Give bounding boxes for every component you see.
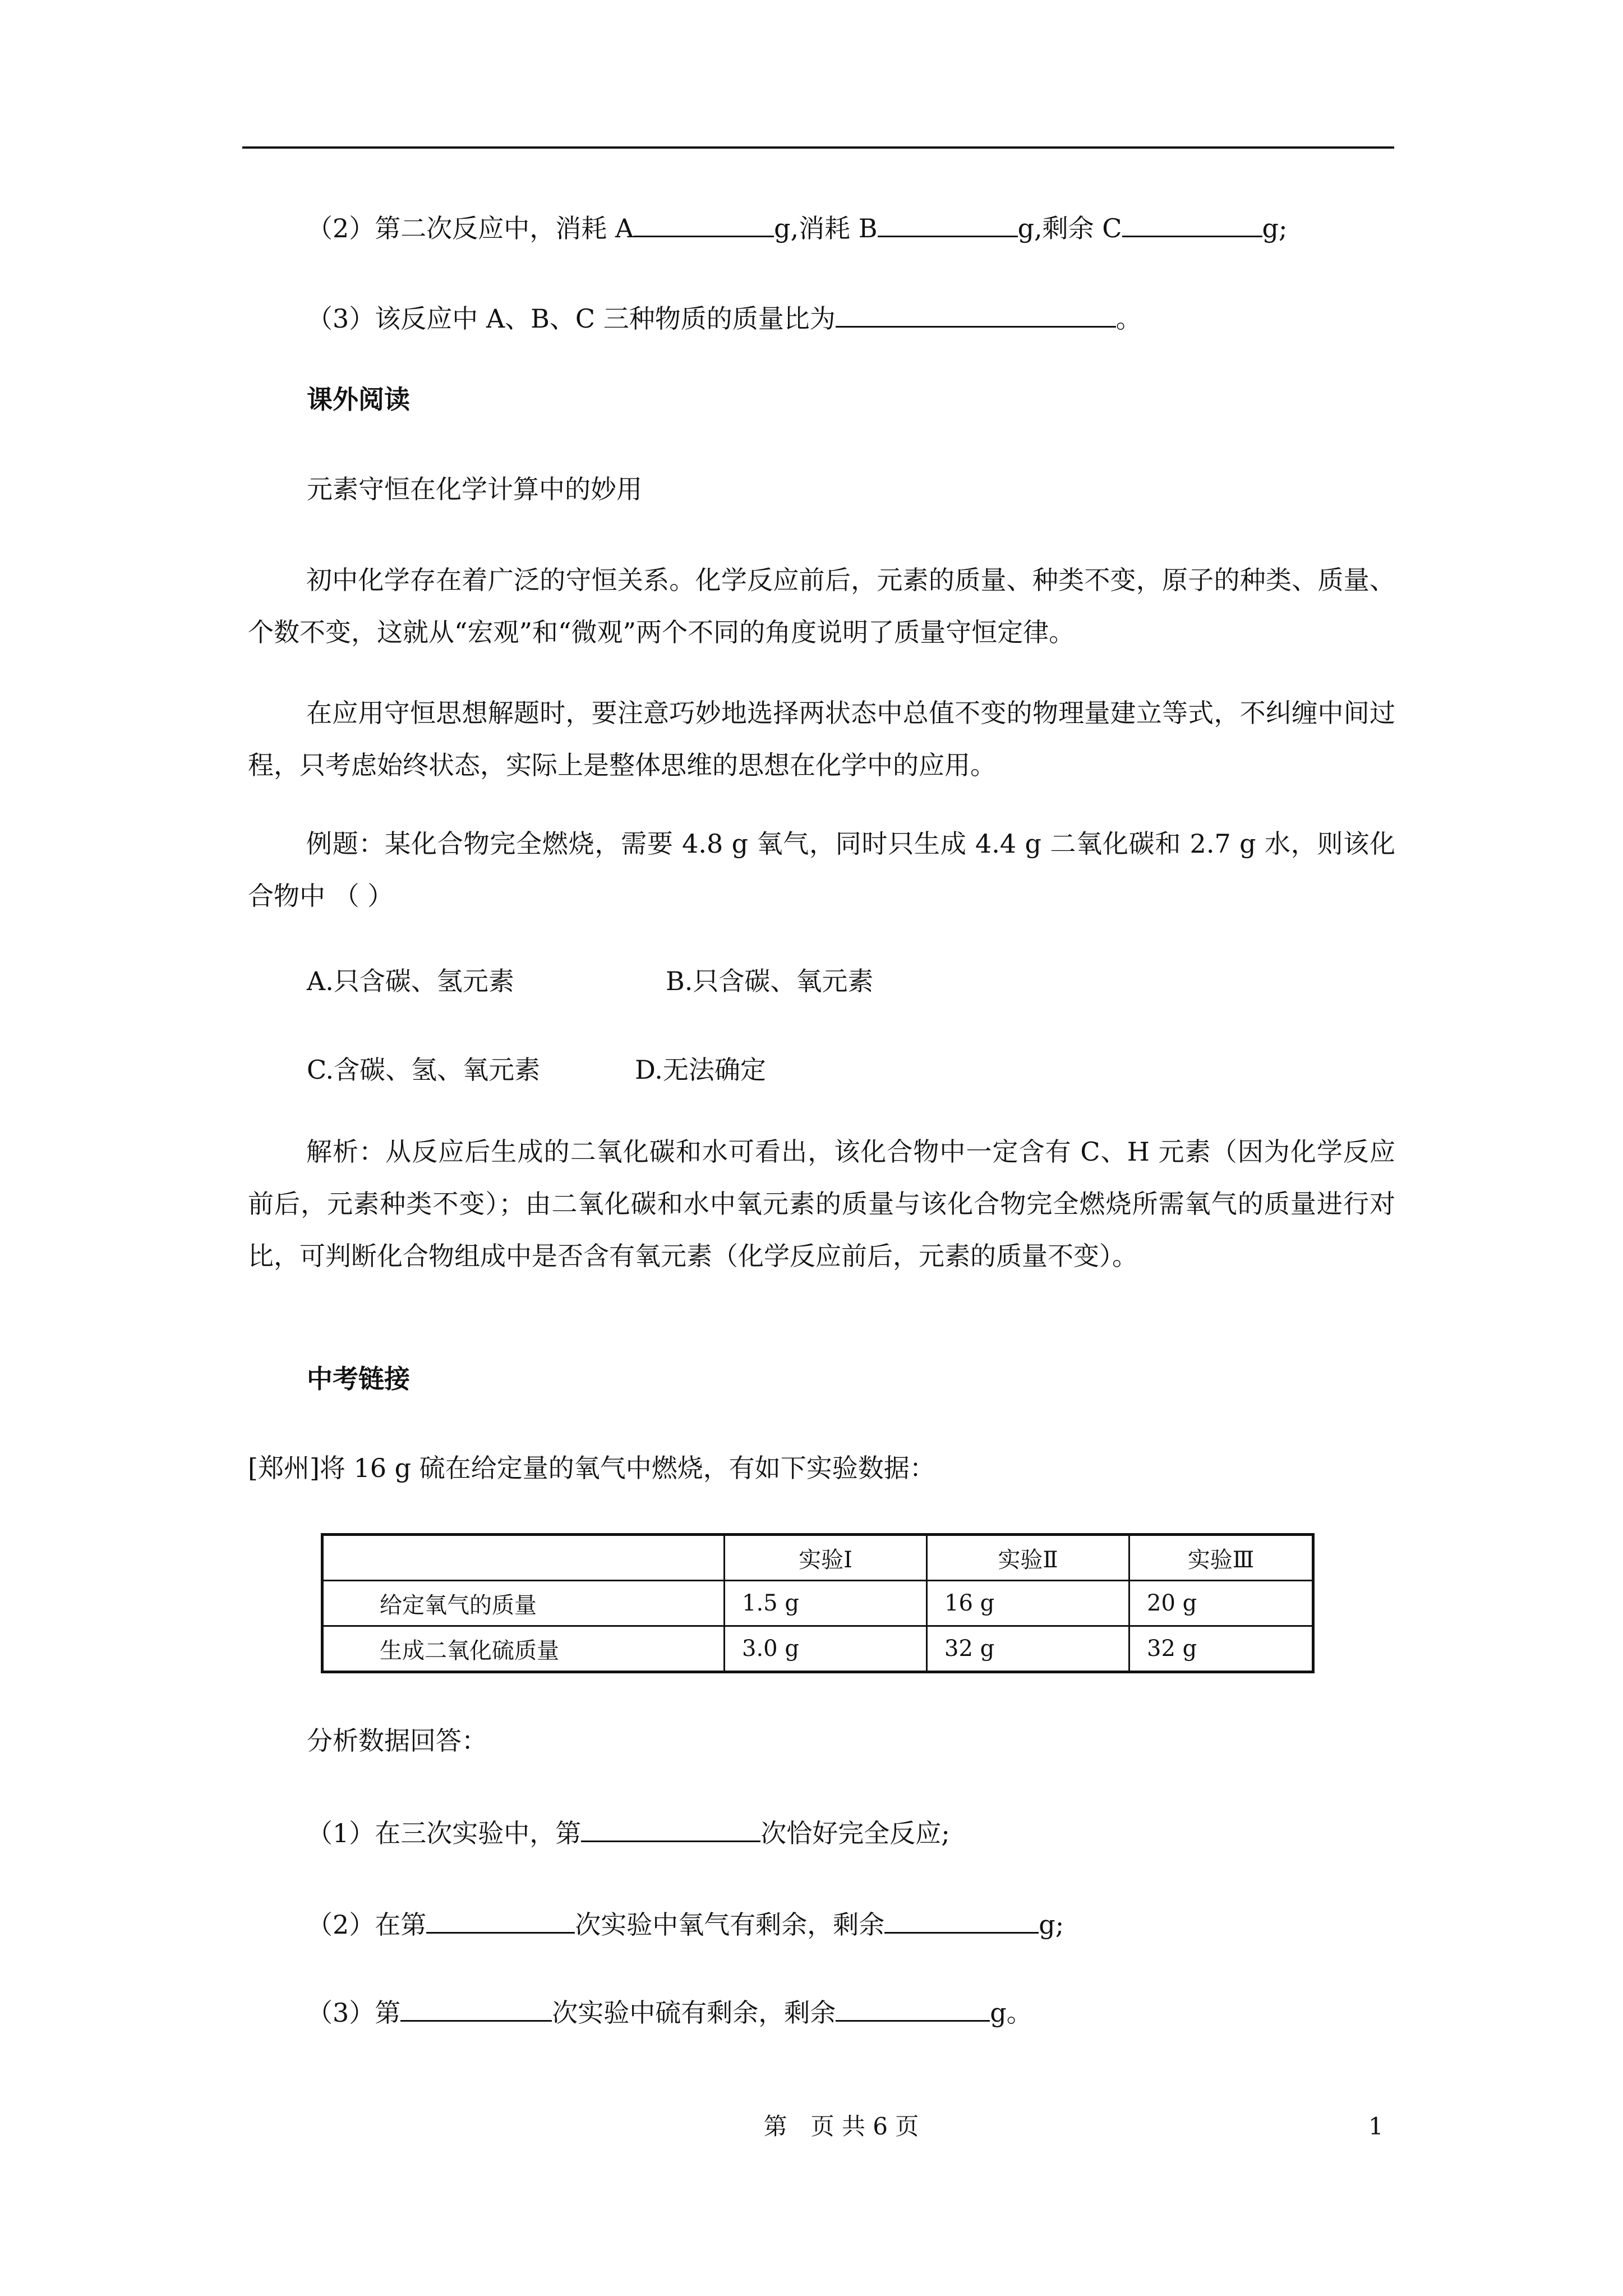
- table-header-cell: [322, 1535, 725, 1581]
- question-2-line: （2）第二次反应中，消耗 A g,消耗 B g,剩余 C g;: [307, 210, 1287, 245]
- table-cell: 给定氧气的质量: [322, 1581, 725, 1626]
- exam-question-2: （2）在第 次实验中氧气有剩余，剩余 g;: [307, 1906, 1064, 1941]
- table-header-cell: 实验Ⅰ: [725, 1535, 927, 1581]
- experiment-table: [321, 1533, 1315, 1673]
- exam-link-heading: 中考链接: [307, 1364, 410, 1394]
- table-row: [322, 1581, 1313, 1626]
- option-a: A.只含碳、氢元素: [307, 966, 514, 996]
- table-row: [322, 1626, 1313, 1672]
- table-header-cell: 实验Ⅱ: [927, 1535, 1129, 1581]
- exam-question-1: （1）在三次实验中，第 次恰好完全反应;: [307, 1815, 950, 1849]
- page-footer: 第 页 共 6 页: [763, 2113, 919, 2140]
- exam-intro: [郑州]将 16 g 硫在给定量的氧气中燃烧，有如下实验数据：: [248, 1453, 935, 1483]
- answer-blank[interactable]: [400, 1994, 552, 2022]
- table-cell: 32 g: [1129, 1626, 1313, 1672]
- answer-blank[interactable]: [836, 300, 1116, 328]
- question-3-line: （3）该反应中 A、B、C 三种物质的质量比为 。: [307, 300, 1142, 335]
- extra-reading-heading: 课外阅读: [307, 384, 410, 415]
- table-cell: 3.0 g: [725, 1626, 927, 1672]
- option-c: C.含碳、氢、氧元素: [307, 1055, 541, 1085]
- answer-blank[interactable]: [836, 1994, 990, 2022]
- table-cell: 20 g: [1129, 1581, 1313, 1626]
- option-b: B.只含碳、氧元素: [666, 966, 874, 996]
- table-cell: 1.5 g: [725, 1581, 927, 1626]
- answer-blank[interactable]: [884, 1906, 1039, 1934]
- answer-blank[interactable]: [581, 1815, 760, 1842]
- exam-question-3: （3）第 次实验中硫有剩余，剩余 g。: [307, 1994, 1032, 2029]
- answer-blank[interactable]: [878, 210, 1018, 237]
- answer-blank[interactable]: [1122, 210, 1262, 237]
- header-rule: [242, 146, 1394, 149]
- extra-reading-title: 元素守恒在化学计算中的妙用: [307, 474, 642, 504]
- table-cell: 16 g: [927, 1581, 1129, 1626]
- table-header-cell: 实验Ⅲ: [1129, 1535, 1313, 1581]
- option-d: D.无法确定: [635, 1055, 766, 1085]
- answer-blank[interactable]: [426, 1906, 575, 1934]
- example-question: 例题：某化合物完全燃烧，需要 4.8 g 氧气，同时只生成 4.4 g 二氧化碳和 2.7 g 水，则该化合物中 （ ）: [248, 829, 1395, 911]
- page-number: 1: [1368, 2113, 1384, 2140]
- table-cell: 32 g: [927, 1626, 1129, 1672]
- table-header-row: [322, 1535, 1313, 1581]
- paragraph-conservation: 初中化学存在着广泛的守恒关系。化学反应前后，元素的质量、种类不变，原子的种类、质量、个数不变，这就从“宏观”和“微观”两个不同的角度说明了质量守恒定律。: [248, 565, 1395, 647]
- analysis-paragraph: 解析：从反应后生成的二氧化碳和水可看出，该化合物中一定含有 C、H 元素（因为化学反应前后，元素种类不变）；由二氧化碳和水中氧元素的质量与该化合物完全燃烧所需氧气的质量进行对比，可判断化合物组成中是否含有氧元素（化学反应前后，元素的质量不变）。: [248, 1137, 1395, 1271]
- paragraph-method: 在应用守恒思想解题时，要注意巧妙地选择两状态中总值不变的物理量建立等式，不纠缠中间过程，只考虑始终状态，实际上是整体思维的思想在化学中的应用。: [248, 698, 1395, 780]
- analysis-prompt: 分析数据回答：: [307, 1726, 487, 1756]
- answer-blank[interactable]: [634, 210, 774, 237]
- table-cell: 生成二氧化硫质量: [322, 1626, 725, 1672]
